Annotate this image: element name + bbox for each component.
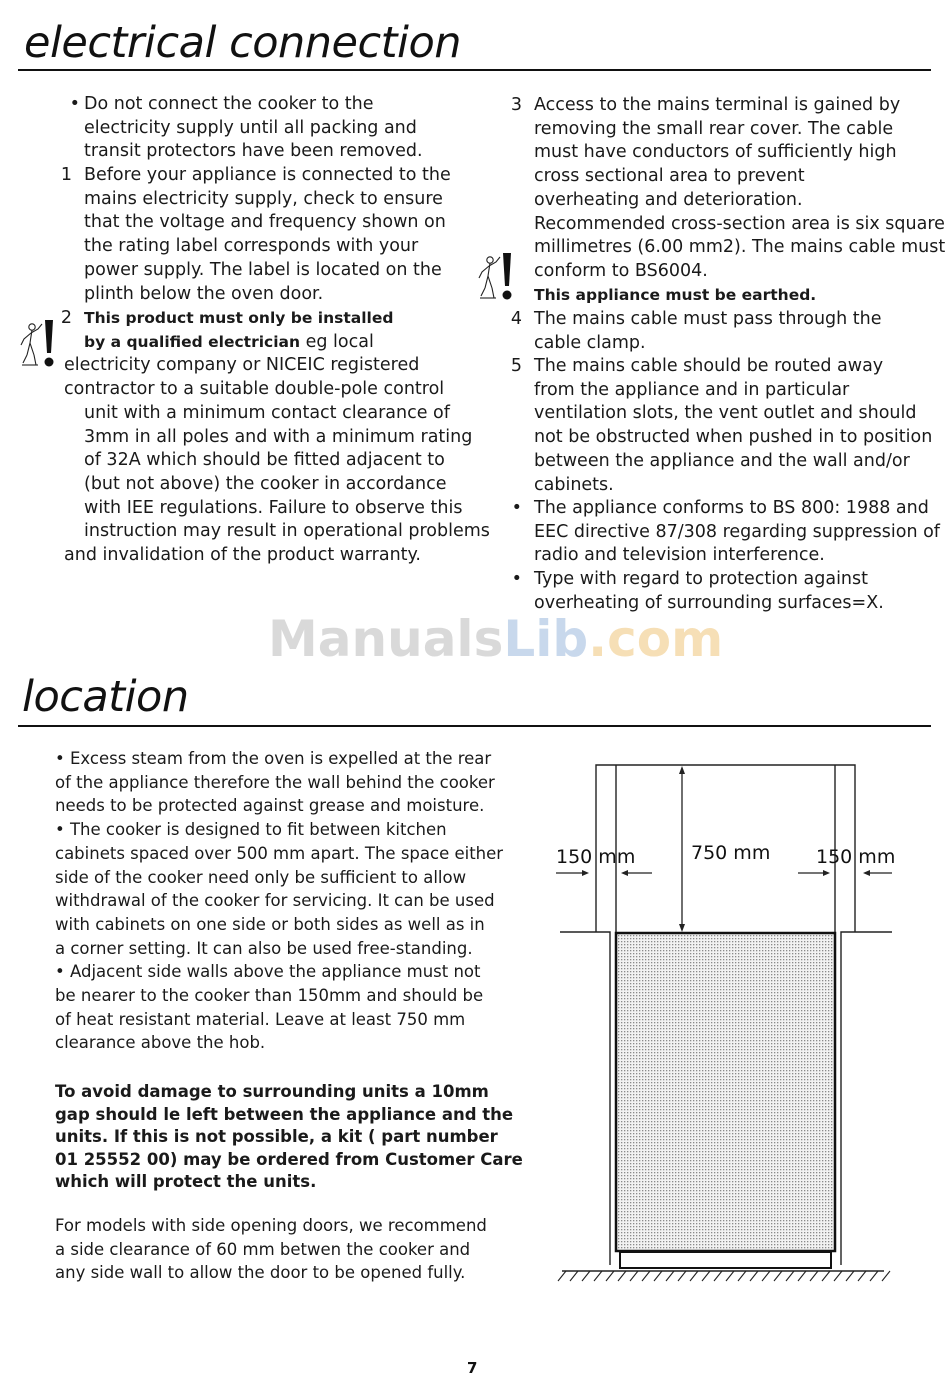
item-text bbox=[534, 355, 932, 497]
text-line: The mains cable must pass through the bbox=[534, 309, 882, 329]
text-line: transit protectors have been removed. bbox=[84, 141, 423, 162]
section-title-location: location bbox=[22, 672, 189, 722]
text-line: Before your appliance is connected to the bbox=[84, 165, 451, 185]
text-line: 3mm in all poles and with a minimum rating bbox=[84, 426, 473, 447]
text-line: conform to BS6004. bbox=[534, 260, 708, 281]
text-line: any side wall to allow the door to be opened fully. bbox=[55, 1263, 466, 1283]
text-line: EEC directive 87/308 regarding suppression of bbox=[534, 521, 940, 542]
item-text bbox=[84, 307, 393, 354]
text-line: gap should le left between the appliance and the bbox=[55, 1104, 514, 1124]
arrow-head bbox=[823, 870, 830, 876]
text-line: To avoid damage to surrounding units a 10mm bbox=[55, 1082, 489, 1101]
location-paragraph-3 bbox=[55, 1214, 487, 1285]
text-line: of the appliance therefore the wall behind the cooker bbox=[55, 772, 495, 792]
text-line: cross sectional area to prevent bbox=[534, 166, 805, 187]
text-line: (but not above) the cooker in accordance bbox=[84, 473, 447, 494]
text-line: unit with a minimum contact clearance of bbox=[84, 402, 450, 423]
item-number: 2 bbox=[60, 308, 72, 328]
text-line: mains electricity supply, check to ensure bbox=[84, 188, 443, 209]
cooker-body bbox=[616, 933, 835, 1251]
text-line: The appliance conforms to BS 800: 1988 and bbox=[534, 498, 929, 518]
watermark-part: Lib bbox=[503, 610, 589, 668]
text-line: and invalidation of the product warranty. bbox=[64, 545, 421, 566]
bullet-text bbox=[84, 93, 423, 164]
text-line: overheating of surrounding surfaces=X. bbox=[534, 592, 884, 613]
clearance-diagram-svg bbox=[540, 755, 900, 1295]
section-title-electrical: electrical connection bbox=[24, 18, 462, 68]
text-line: radio and television interference. bbox=[534, 545, 825, 566]
warning-figure-icon bbox=[476, 248, 518, 304]
right-dimension-label: 150 mm bbox=[816, 846, 896, 868]
floor-hatching bbox=[558, 1271, 890, 1281]
bold-line: This product must only be installed bbox=[84, 309, 394, 327]
text-line: with IEE regulations. Failure to observe this bbox=[84, 497, 463, 518]
text-line: power supply. The label is located on the bbox=[84, 259, 442, 280]
right-cabinet-wall bbox=[841, 932, 892, 1265]
arrow-head bbox=[582, 870, 589, 876]
text-line: Do not connect the cooker to the bbox=[84, 94, 374, 114]
text-line: clearance above the hob. bbox=[55, 1033, 266, 1053]
bold-span: by a qualified electrician bbox=[84, 332, 301, 351]
bullet-text bbox=[534, 568, 884, 615]
text-line: must have conductors of sufficiently high bbox=[534, 142, 897, 163]
text-line: • The cooker is designed to fit between kitchen bbox=[55, 820, 447, 840]
text-line: cabinets spaced over 500 mm apart. The space either bbox=[55, 843, 504, 863]
text-line: cabinets. bbox=[534, 474, 614, 495]
title-rule bbox=[18, 69, 931, 71]
bullet-marker: • bbox=[69, 94, 80, 114]
item-number: 3 bbox=[510, 95, 522, 115]
arrow-head bbox=[679, 924, 685, 932]
bullet-marker: • bbox=[511, 569, 522, 589]
text-line: of 32A which should be fitted adjacent to bbox=[84, 450, 445, 471]
text-line: units. If this is not possible, a kit ( part number bbox=[55, 1127, 498, 1146]
title-rule bbox=[18, 725, 931, 727]
bullet-marker: • bbox=[511, 498, 522, 518]
arrow-head bbox=[863, 870, 870, 876]
left-dimension-label: 150 mm bbox=[556, 846, 636, 868]
cooker-plinth bbox=[620, 1252, 831, 1268]
text-line: side of the cooker need only be sufficient to allow bbox=[55, 867, 467, 887]
text-line: contractor to a suitable double-pole control bbox=[64, 379, 445, 400]
item-text bbox=[534, 308, 882, 355]
height-dimension-label: 750 mm bbox=[691, 842, 771, 864]
item-text bbox=[84, 164, 451, 306]
text-line: ventilation slots, the vent outlet and should bbox=[534, 403, 917, 424]
watermark-part: Manuals bbox=[268, 610, 504, 668]
location-paragraph-1 bbox=[55, 747, 503, 1055]
text-line: instruction may result in operational problems bbox=[84, 521, 490, 542]
item-text-continued bbox=[64, 354, 490, 567]
location-bold-paragraph bbox=[55, 1081, 523, 1194]
text-line: Recommended cross-section area is six square bbox=[534, 213, 945, 234]
text-line: • Excess steam from the oven is expelled at the rear bbox=[55, 749, 492, 768]
item-number: 1 bbox=[60, 165, 72, 185]
text-line: For models with side opening doors, we recommend bbox=[55, 1216, 487, 1235]
clearance-diagram bbox=[540, 755, 900, 1295]
text-line: with cabinets on one side or both sides as well as in bbox=[55, 914, 485, 934]
arrow-head bbox=[621, 870, 628, 876]
text-line: electricity supply until all packing and bbox=[84, 117, 417, 138]
text-line: 01 25552 00) may be ordered from Customer Care bbox=[55, 1149, 523, 1169]
text-line: overheating and deterioration. bbox=[534, 189, 803, 210]
text-line: The mains cable should be routed away bbox=[534, 356, 884, 376]
text-line: of heat resistant material. Leave at least 750 mm bbox=[55, 1009, 466, 1029]
text-line: Type with regard to protection against bbox=[534, 569, 868, 589]
arrow-head bbox=[679, 766, 685, 774]
text-line: a corner setting. It can also be used free-standing. bbox=[55, 938, 473, 958]
item-number: 4 bbox=[510, 309, 522, 329]
text-line: plinth below the oven door. bbox=[84, 283, 324, 304]
text-line: from the appliance and in particular bbox=[534, 379, 850, 400]
text-line: millimetres (6.00 mm2). The mains cable must bbox=[534, 237, 946, 258]
left-cabinet-wall bbox=[560, 932, 610, 1265]
item-number: 5 bbox=[510, 356, 522, 376]
text-line: Access to the mains terminal is gained by bbox=[534, 95, 901, 115]
page-number: 7 bbox=[467, 1359, 478, 1377]
text-line: withdrawal of the cooker for servicing. It can be used bbox=[55, 891, 495, 911]
item-text bbox=[534, 94, 945, 307]
watermark-logo bbox=[268, 610, 723, 668]
text-line: be nearer to the cooker than 150mm and should be bbox=[55, 986, 484, 1006]
text-line: which will protect the units. bbox=[55, 1172, 317, 1191]
text-span: eg local bbox=[300, 331, 374, 352]
watermark-part: .com bbox=[588, 610, 724, 668]
text-line: not be obstructed when pushed in to position bbox=[534, 427, 933, 448]
text-line: a side clearance of 60 mm betwen the cooker and bbox=[55, 1239, 471, 1259]
text-line: needs to be protected against grease and moisture. bbox=[55, 796, 485, 816]
text-line: cable clamp. bbox=[534, 332, 646, 353]
warning-figure-icon bbox=[18, 315, 60, 371]
bold-line: This appliance must be earthed. bbox=[534, 285, 817, 304]
text-line: • Adjacent side walls above the appliance must not bbox=[55, 962, 481, 982]
text-line: electricity company or NICEIC registered bbox=[64, 355, 420, 376]
text-line: the rating label corresponds with your bbox=[84, 236, 419, 257]
text-line: that the voltage and frequency shown on bbox=[84, 212, 446, 233]
text-line: between the appliance and the wall and/or bbox=[534, 450, 910, 471]
text-line: removing the small rear cover. The cable bbox=[534, 118, 894, 139]
bullet-text bbox=[534, 497, 940, 568]
